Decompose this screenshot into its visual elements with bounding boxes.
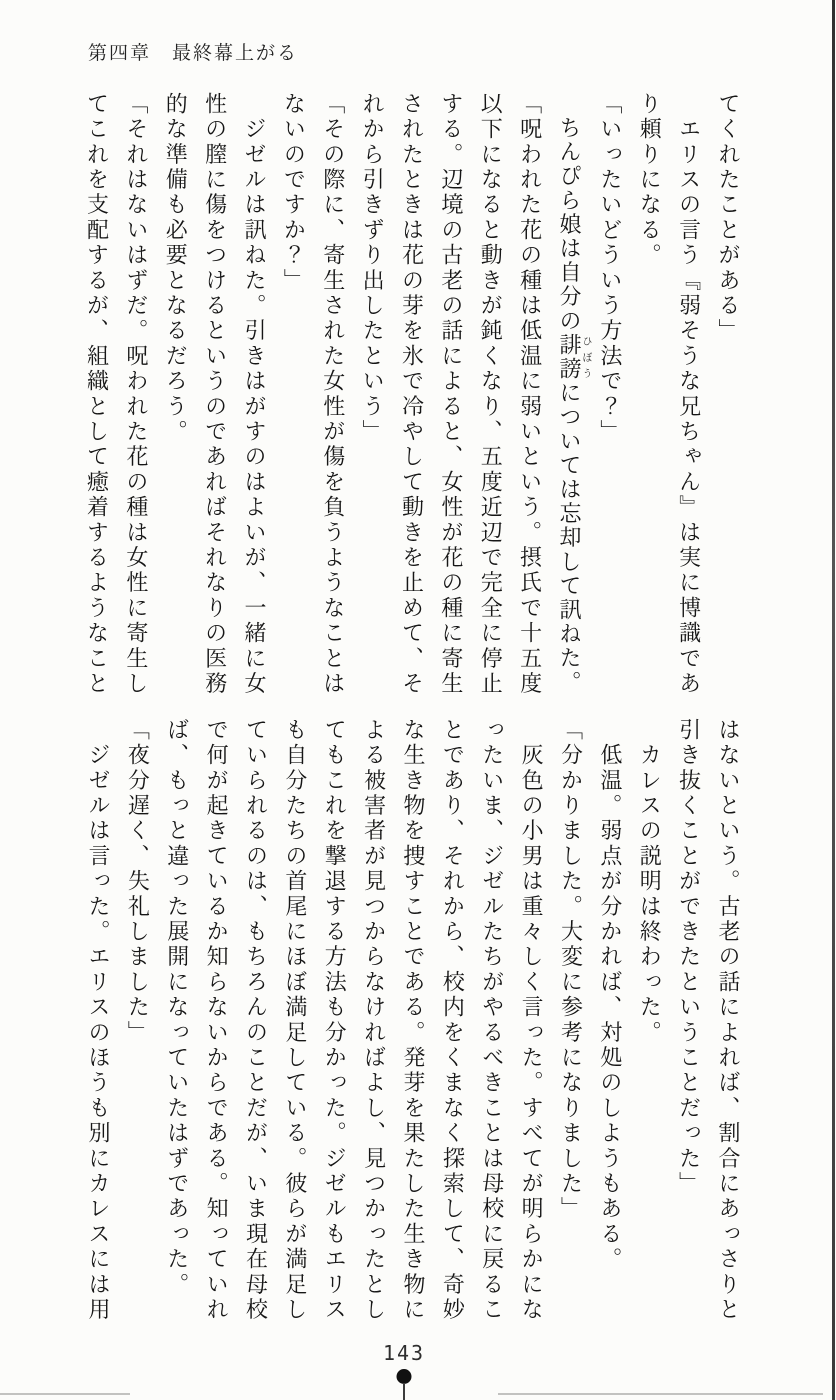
paragraph: てくれたことがある」 [716, 92, 741, 344]
scan-artifact-line-left [0, 1393, 130, 1395]
paragraph: ちんぴら娘は自分の誹謗ひぼうについては忘却して訊ねた。 [557, 92, 591, 695]
paragraph: ジゼルは訊ねた。引きはがすのはよいが、一緒に女性の膣に傷をつけるというのであればそれなりの医務的な準備も必要となるだろう。 [163, 92, 267, 697]
page-number: 143 [382, 1341, 426, 1365]
paragraph: 灰色の小男は重々しく言った。すべてが明らかになったいま、ジゼルたちがやるべきことは母校に戻ることであり、それから、校内をくまなく探索して、奇妙な生き物を捜すことである。発芽を果たした生き物による被害者が見つからなければよし、見つかったとしてもこれを撃退する方法も分かった。ジゼルもエリスも自分たちの首尾にほぼ満足している。彼らが満足していられるのは、もちろんのことだが、いま現在母校で何が起きているか知らないからである。知っていれば、もっと違った展開になっていたはずであった。 [164, 718, 545, 1323]
scan-edge-shadow [832, 0, 835, 1400]
paragraph: はないという。古老の話によれば、割合にあっさりと引き抜くことができたということだった」 [676, 718, 741, 1323]
binding-line-mark [403, 1383, 405, 1400]
paragraph: カレスの説明は終わった。 [637, 718, 663, 1046]
scan-artifact-line-right [498, 1393, 823, 1395]
paragraph: 「夜分遅く、失礼しました」 [125, 718, 151, 1046]
text-block-bottom [79, 718, 748, 1324]
paragraph: エリスの言う『弱そうな兄ちゃん』は実に博識であり頼りになる。 [637, 92, 702, 697]
paragraph: 低温。弱点が分かれば、対処のしようもある。 [597, 718, 623, 1273]
binding-dot-mark [397, 1369, 412, 1384]
paragraph: 「その際に、寄生された女性が傷を負うようなことはないのですか？」 [281, 92, 346, 697]
ruby-annotation: 誹謗ひぼう [557, 333, 591, 382]
text-block-top [77, 92, 748, 698]
paragraph: 「分かりました。大変に参考になりました」 [558, 718, 584, 1222]
paragraph: ジゼルは言った。エリスのほうも別にカレスには用 [86, 718, 111, 1323]
chapter-running-head: 第四章 最終幕上がる [88, 43, 299, 64]
paragraph: 「呪われた花の種は低温に弱いという。摂氏で十五度以下になると動きが鈍くなり、五度近辺で完全に停止する。辺境の古老の話によると、女性が花の種に寄生されたときは花の芽を氷で冷やして動きを止めて、それから引きずり出したという」 [360, 92, 543, 697]
paragraph: 「いったいどういう方法で？」 [597, 92, 623, 445]
paragraph: 「それはないはずだ。呪われた花の種は女性に寄生してこれを支配するが、組織として癒着するようなこと [84, 92, 149, 697]
